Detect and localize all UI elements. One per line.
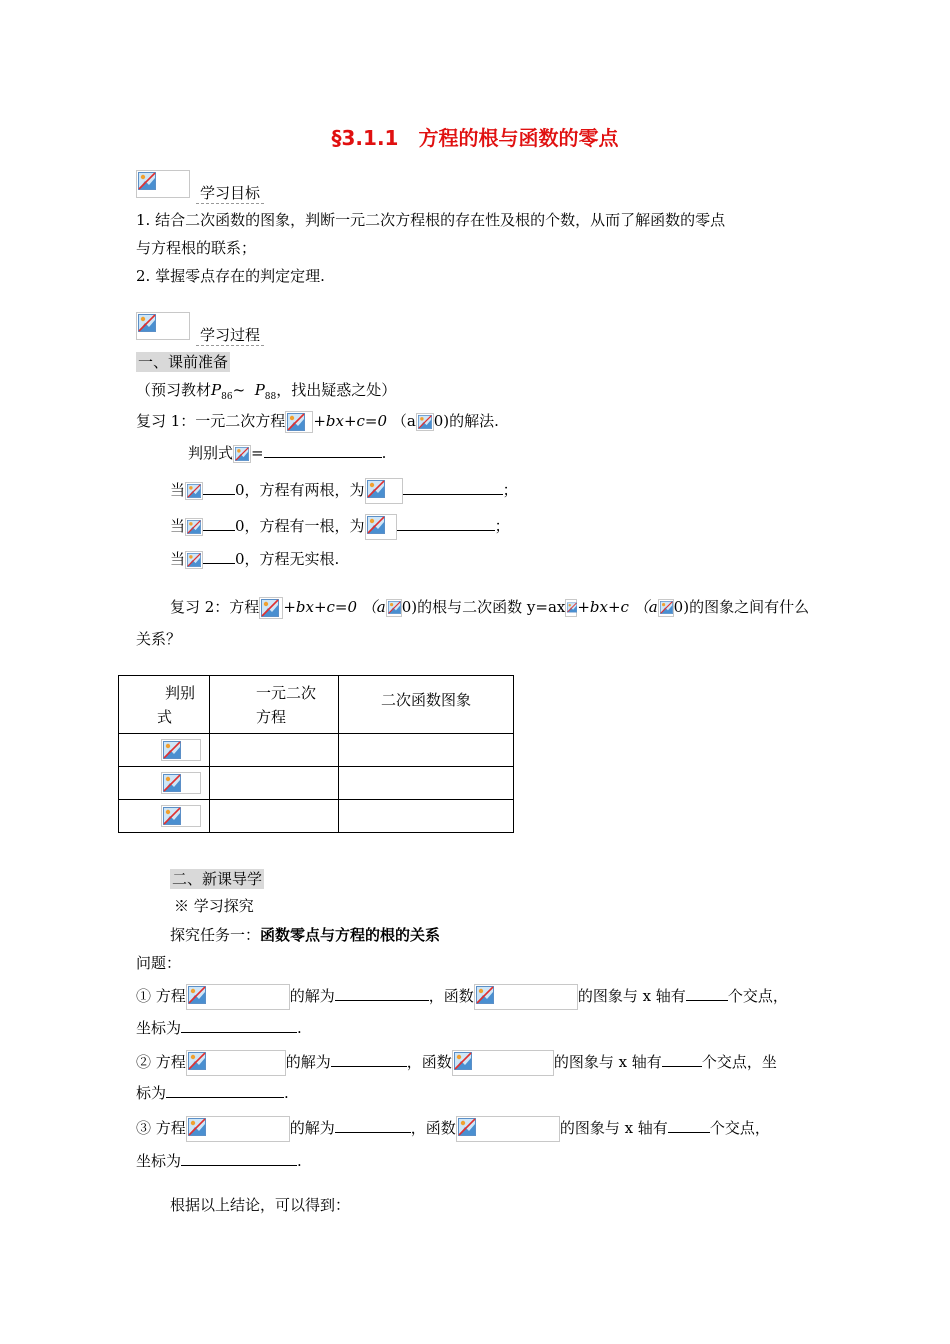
formula-image — [474, 984, 578, 1010]
broken-image-icon — [187, 520, 201, 534]
table-header-cell — [119, 676, 210, 734]
q-text: 的图象与 x 轴有 — [553, 1053, 662, 1071]
disc-end: . — [381, 444, 387, 462]
q-text: 的解为 — [289, 987, 335, 1005]
page-ref-sub: 88 — [264, 392, 277, 402]
case-end: ； — [494, 517, 510, 535]
answer-blank[interactable] — [331, 1052, 407, 1067]
broken-image-icon — [367, 480, 385, 498]
broken-image-icon — [454, 1052, 472, 1070]
review1-paren: （a — [391, 412, 416, 430]
formula-image — [658, 599, 674, 617]
header-text: 判别 — [165, 683, 196, 702]
table-cell — [119, 734, 210, 767]
broken-image-icon — [287, 413, 305, 431]
answer-blank[interactable] — [203, 516, 235, 531]
q-text: 的解为 — [289, 1119, 335, 1137]
q-text: . — [284, 1084, 289, 1102]
q-text: 个交点， — [709, 1119, 770, 1137]
part1-heading: 一、课前准备 — [138, 353, 229, 371]
disc-eq: = — [251, 444, 264, 462]
formula-image — [161, 805, 201, 827]
conclusion-prompt: 根据以上结论，可以得到： — [170, 1196, 351, 1214]
table-cell — [119, 800, 210, 833]
answer-blank[interactable] — [166, 1083, 284, 1098]
review2-text: 0)的根与二次函数 y=ax — [401, 598, 566, 616]
goals-section-header — [136, 170, 190, 198]
answer-blank[interactable] — [397, 516, 495, 531]
case-when: 当 — [170, 481, 186, 499]
q-text: ，函数 — [428, 987, 474, 1005]
review1-text: 复习 1：一元二次方程 — [136, 412, 286, 430]
formula-image — [565, 599, 577, 617]
broken-image-icon — [261, 599, 279, 617]
q-text: 的图象与 x 轴有 — [577, 987, 686, 1005]
case-text: 0，方程有一根，为 — [235, 517, 365, 535]
table-header-cell — [210, 676, 339, 734]
answer-blank[interactable] — [203, 480, 235, 495]
page-ref-p: P — [211, 381, 222, 399]
section-banner-image — [136, 170, 190, 198]
q-num: ② 方程 — [136, 1053, 186, 1071]
formula-image — [365, 478, 403, 504]
page-ref-p: P — [254, 381, 265, 399]
review1-equation: +bx+c=0 — [313, 412, 388, 430]
case-end: ； — [502, 481, 518, 499]
broken-image-icon — [138, 314, 156, 332]
table-cell[interactable] — [210, 800, 339, 833]
q-num: ① 方程 — [136, 987, 186, 1005]
header-text: 二次函数图象 — [380, 691, 471, 709]
goal-1-line-2: 与方程根的联系； — [136, 239, 257, 257]
broken-image-icon — [163, 774, 181, 792]
explore-heading: ※ 学习探究 — [174, 897, 254, 915]
preview-text: （预习教材 — [136, 381, 212, 399]
answer-blank[interactable] — [686, 986, 728, 1001]
case-no-root — [170, 549, 339, 569]
review-1 — [136, 411, 499, 433]
goals-heading: 学习目标 — [196, 183, 264, 204]
q-text: ，函数 — [406, 1053, 452, 1071]
table-cell[interactable] — [339, 767, 514, 800]
formula-image — [185, 551, 203, 569]
table-header-cell — [339, 676, 514, 734]
answer-blank[interactable] — [181, 1151, 297, 1166]
section-banner-image — [136, 312, 190, 340]
table-cell[interactable] — [339, 800, 514, 833]
page-ref-sub: 86 — [221, 392, 233, 402]
broken-image-icon — [188, 1052, 206, 1070]
question-1 — [136, 984, 788, 1010]
answer-blank[interactable] — [203, 549, 235, 564]
broken-image-icon — [660, 601, 673, 614]
case-when: 当 — [170, 550, 186, 568]
broken-image-icon — [163, 741, 181, 759]
broken-image-icon — [567, 601, 577, 614]
table-cell[interactable] — [339, 734, 514, 767]
formula-image — [233, 445, 251, 463]
broken-image-icon — [188, 1118, 206, 1136]
question-3 — [136, 1116, 770, 1142]
formula-image — [259, 597, 283, 619]
answer-blank[interactable] — [662, 1052, 702, 1067]
q-text: . — [297, 1152, 302, 1170]
answer-blank[interactable] — [335, 1118, 411, 1133]
part2-heading: 二、新课导学 — [172, 870, 263, 888]
q-text: . — [297, 1019, 302, 1037]
table-cell[interactable] — [210, 734, 339, 767]
goal-2: 2. 掌握零点存在的判定定理. — [136, 267, 325, 285]
broken-image-icon — [188, 986, 206, 1004]
discriminant-table — [118, 675, 514, 833]
question-2-coord — [136, 1083, 289, 1103]
formula-image — [185, 518, 203, 536]
broken-image-icon — [235, 447, 249, 461]
table-row — [119, 767, 514, 800]
discriminant-line — [188, 443, 386, 463]
table-row — [119, 734, 514, 767]
q-text: 的图象与 x 轴有 — [559, 1119, 668, 1137]
review2-equation: +bx+c （a — [577, 598, 658, 616]
review2-equation: +bx+c=0 （a — [283, 598, 386, 616]
formula-image — [186, 1050, 286, 1076]
review-2-line-1 — [170, 597, 809, 619]
q-text: 坐标为 — [136, 1019, 182, 1037]
q-text: 的解为 — [285, 1053, 331, 1071]
review1-text: 0)的解法. — [433, 412, 499, 430]
formula-image — [186, 1116, 290, 1142]
preview-note — [136, 380, 396, 407]
formula-image — [161, 772, 201, 794]
case-one-root — [170, 514, 510, 540]
question-label: 问题： — [136, 954, 182, 972]
formula-image — [386, 599, 402, 617]
case-when: 当 — [170, 517, 186, 535]
broken-image-icon — [476, 986, 494, 1004]
q-text: 坐标为 — [136, 1152, 182, 1170]
formula-image — [452, 1050, 554, 1076]
header-text: 式 — [157, 707, 173, 726]
task-heading — [170, 925, 440, 945]
formula-image — [456, 1116, 560, 1142]
header-text: 一元二次 — [256, 683, 317, 702]
q-text: ，函数 — [410, 1119, 456, 1137]
answer-blank[interactable] — [264, 443, 382, 458]
formula-image — [416, 413, 434, 431]
answer-blank[interactable] — [403, 480, 503, 495]
answer-blank[interactable] — [181, 1018, 297, 1033]
task-label: 探究任务一： — [170, 926, 261, 944]
broken-image-icon — [187, 553, 201, 567]
q-text: 个交点，坐 — [701, 1053, 777, 1071]
process-heading: 学习过程 — [196, 325, 264, 346]
question-2 — [136, 1050, 777, 1076]
broken-image-icon — [418, 415, 432, 429]
formula-image — [365, 514, 397, 540]
disc-label: 判别式 — [188, 444, 234, 462]
answer-blank[interactable] — [668, 1118, 710, 1133]
question-3-coord — [136, 1151, 302, 1171]
case-text: 0，方程无实根. — [235, 550, 340, 568]
broken-image-icon — [388, 601, 401, 614]
answer-blank[interactable] — [335, 986, 429, 1001]
review2-text: 0)的图象之间有什么 — [673, 598, 810, 616]
review-2-line-2: 关系？ — [136, 630, 182, 648]
table-row — [119, 800, 514, 833]
goal-1-line-1: 1. 结合二次函数的图象，判断一元二次方程根的存在性及根的个数，从而了解函数的零点 — [136, 211, 726, 229]
task-title: 函数零点与方程的根的关系 — [260, 926, 441, 944]
formula-image — [185, 482, 203, 500]
process-section-header — [136, 312, 190, 340]
broken-image-icon — [458, 1118, 476, 1136]
review2-text: 复习 2：方程 — [170, 598, 260, 616]
q-num: ③ 方程 — [136, 1119, 186, 1137]
broken-image-icon — [138, 172, 156, 190]
q-text: 标为 — [136, 1084, 167, 1102]
formula-image — [161, 739, 201, 761]
page-title: §3.1.1 方程的根与函数的零点 — [331, 126, 619, 150]
formula-image — [285, 411, 313, 433]
q-text: 个交点， — [727, 987, 788, 1005]
header-text: 方程 — [256, 707, 287, 726]
broken-image-icon — [163, 807, 181, 825]
table-cell — [119, 767, 210, 800]
case-text: 0，方程有两根，为 — [235, 481, 365, 499]
table-header-row — [119, 676, 514, 734]
formula-image — [186, 984, 290, 1010]
broken-image-icon — [367, 516, 385, 534]
preview-text: ，找出疑惑之处） — [276, 381, 397, 399]
case-two-roots — [170, 478, 518, 504]
question-1-coord — [136, 1018, 302, 1038]
table-cell[interactable] — [210, 767, 339, 800]
range-tilde: ~ — [232, 381, 246, 399]
broken-image-icon — [187, 484, 201, 498]
